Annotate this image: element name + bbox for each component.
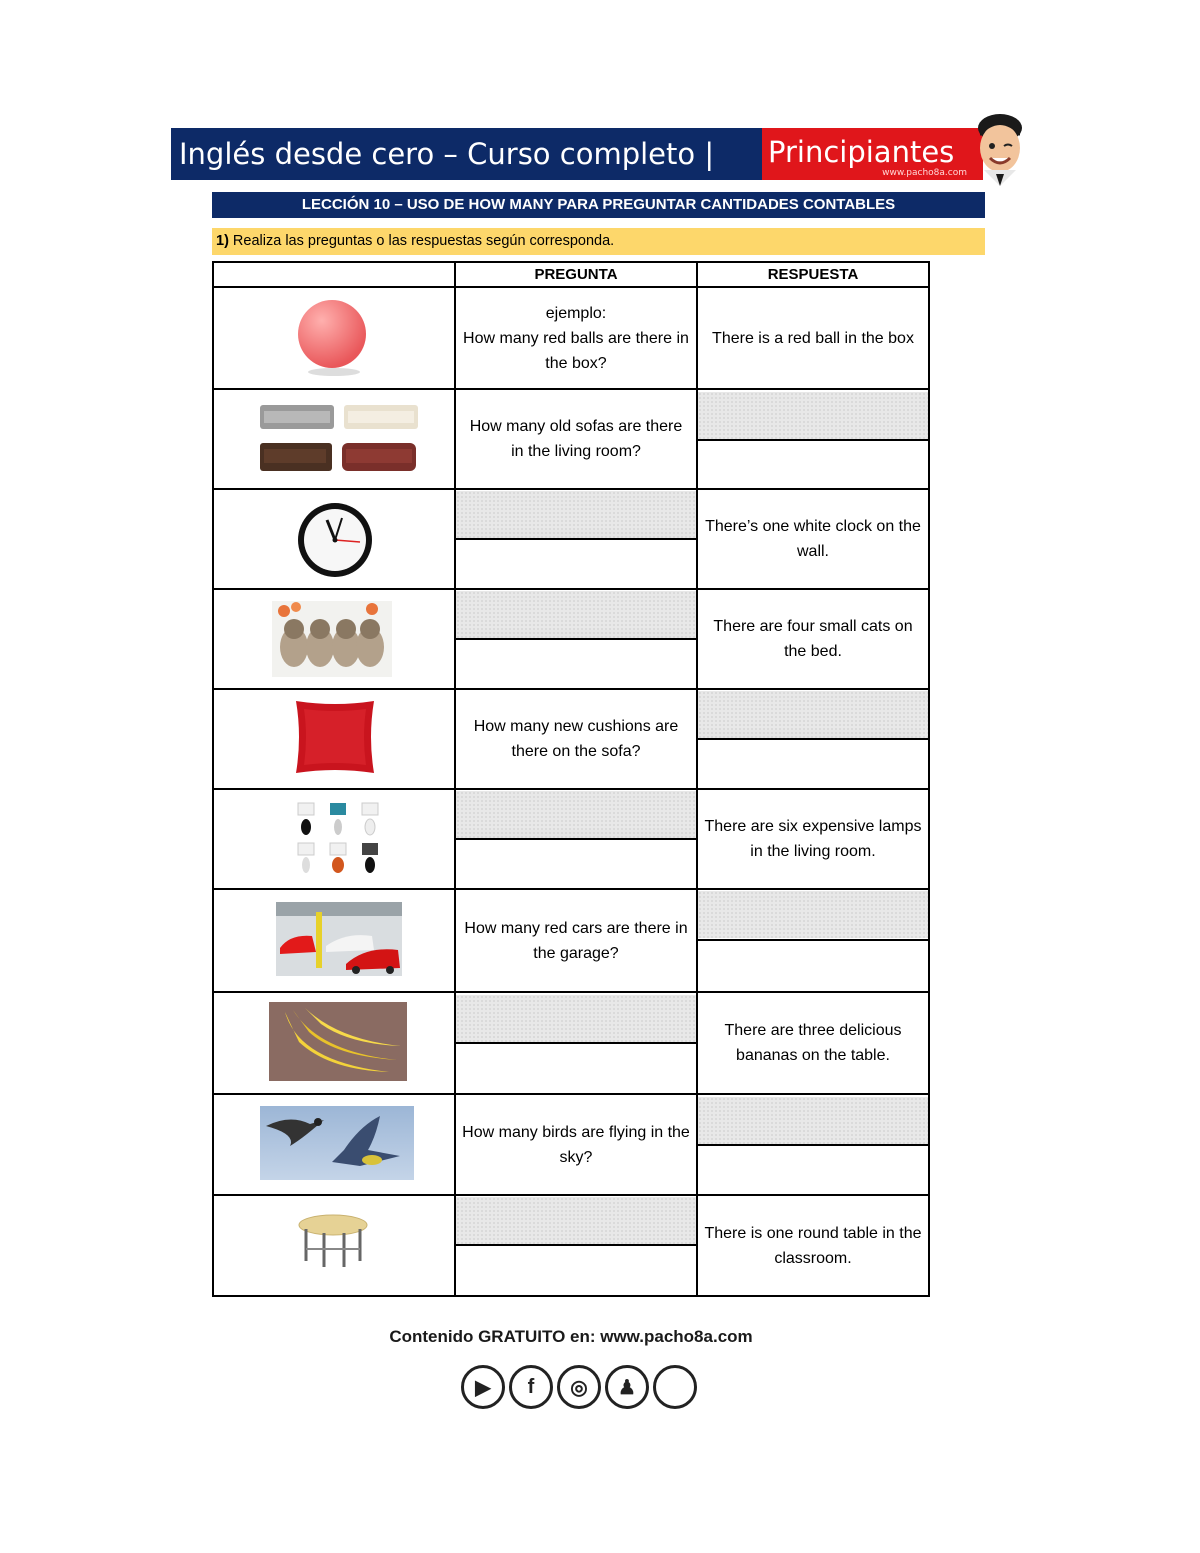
answer-text: There are three delicious bananas on the table. <box>724 1022 902 1064</box>
course-banner <box>171 128 983 180</box>
half-divider <box>454 838 698 840</box>
half-divider <box>696 1144 930 1146</box>
red-ball-picture <box>292 298 372 378</box>
bananas-picture <box>269 1002 407 1081</box>
half-divider <box>696 738 930 740</box>
question-box[interactable] <box>456 491 696 538</box>
half-divider <box>696 939 930 941</box>
example-label: ejemplo: <box>545 304 607 322</box>
answer-box[interactable] <box>698 1097 928 1144</box>
table-border <box>928 261 930 1297</box>
half-divider <box>696 439 930 441</box>
footer-website: Contenido GRATUITO en: www.pacho8a.com <box>389 1327 753 1346</box>
column-divider <box>696 261 698 1297</box>
answer-text: There is one round table in the classroom. <box>704 1224 922 1267</box>
android-glyph: ♟ <box>618 1376 636 1399</box>
question-box[interactable] <box>456 791 696 838</box>
banner-website: www.pacho8a.com <box>882 168 967 178</box>
example-question <box>456 288 696 388</box>
youtube-icon[interactable] <box>461 1365 505 1409</box>
android-icon[interactable] <box>605 1365 649 1409</box>
half-divider <box>454 1042 698 1044</box>
round-table-picture <box>296 1211 370 1271</box>
facebook-glyph: f <box>527 1375 535 1398</box>
half-divider <box>454 538 698 540</box>
birds-picture <box>260 1106 414 1180</box>
lamps-picture <box>294 801 384 877</box>
answer-box[interactable] <box>698 392 928 439</box>
instruction-number: 1) <box>216 233 229 249</box>
youtube-glyph: ▶ <box>475 1376 491 1399</box>
question-text: How many new cushions are there on the sofa? <box>473 718 679 760</box>
question-box[interactable] <box>456 591 696 638</box>
cats-picture <box>272 601 392 677</box>
question-text: How many old sofas are there in the living room? <box>469 418 683 460</box>
answer-text: There are six expensive lamps in the living room. <box>704 818 922 860</box>
column-header-question: PREGUNTA <box>534 266 618 283</box>
facebook-icon[interactable] <box>509 1365 553 1409</box>
half-divider <box>454 638 698 640</box>
instagram-glyph: ◎ <box>570 1376 588 1399</box>
question-box[interactable] <box>456 995 696 1042</box>
question-box[interactable] <box>456 1197 696 1244</box>
cushion-picture <box>290 697 380 777</box>
instruction <box>212 228 985 255</box>
clock-picture <box>294 502 376 578</box>
course-title: Inglés desde cero – Curso completo | <box>171 128 762 180</box>
table-border <box>212 261 214 1297</box>
apple-icon[interactable] <box>653 1365 697 1409</box>
social-icons <box>461 1365 697 1409</box>
mascot-avatar <box>970 106 1030 186</box>
question-text: How many birds are flying in the sky? <box>462 1123 690 1166</box>
level-label: Principiantes <box>768 135 955 169</box>
exercise-table <box>212 261 930 1297</box>
table-border <box>212 1295 930 1297</box>
level-label-box <box>762 128 983 180</box>
instruction-text: Realiza las preguntas o las respuestas según corresponda. <box>228 233 615 249</box>
answer-text: There’s one white clock on the wall. <box>705 518 921 560</box>
answer-box[interactable] <box>698 891 928 938</box>
half-divider <box>454 1244 698 1246</box>
cars-picture <box>276 902 402 976</box>
lesson-title: LECCIÓN 10 – USO DE HOW MANY PARA PREGUNTAR CANTIDADES CONTABLES <box>212 192 985 218</box>
question-text: How many red cars are there in the garage? <box>464 919 688 962</box>
sofas-picture <box>258 401 422 477</box>
question-text: How many red balls are there in the box? <box>463 329 689 372</box>
answer-text: There are four small cats on the bed. <box>713 618 913 660</box>
instagram-icon[interactable] <box>557 1365 601 1409</box>
answer-box[interactable] <box>698 691 928 738</box>
column-header-answer: RESPUESTA <box>767 266 859 283</box>
answer-text: There is a red ball in the box <box>712 329 914 347</box>
